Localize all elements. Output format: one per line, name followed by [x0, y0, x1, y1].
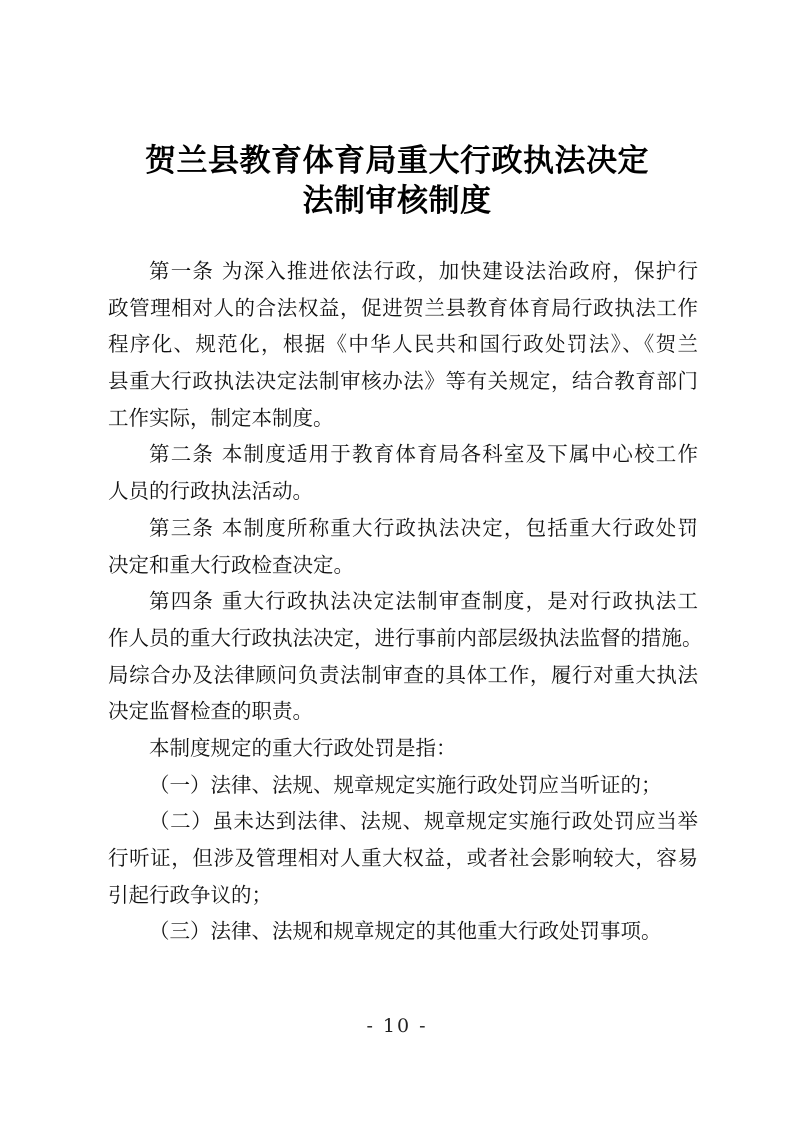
article-4-line: 局综合办及法律顾问负责法制审查的具体工作，履行对重大执法 — [108, 662, 698, 687]
item-1-line: （一）法律、法规、规章规定实施行政处罚应当听证的； — [149, 772, 662, 797]
article-4-line: 决定监督检查的职责。 — [108, 699, 313, 724]
article-1-line: 程序化、规范化，根据《中华人民共和国行政处罚法》、《贺兰 — [108, 332, 698, 357]
article-1-line: 第一条 为深入推进依法行政，加快建设法治政府，保护行 — [149, 259, 698, 283]
item-2-line: 行听证，但涉及管理相对人重大权益，或者社会影响较大，容易 — [108, 846, 698, 870]
item-2-line: 引起行政争议的； — [108, 882, 272, 907]
article-4-line: 作人员的重大行政执法决定，进行事前内部层级执法监督的措施。 — [108, 625, 703, 650]
page-number: - 10 - — [366, 1015, 428, 1037]
article-1-line: 县重大行政执法决定法制审核办法》等有关规定，结合教育部门 — [108, 369, 698, 394]
definition-intro-line: 本制度规定的重大行政处罚是指： — [149, 735, 457, 760]
article-1-line: 政管理相对人的合法权益，促进贺兰县教育体育局行政执法工作 — [108, 295, 698, 320]
article-4-line: 第四条 重大行政执法决定法制审查制度，是对行政执法工 — [149, 589, 698, 614]
article-3-line: 第三条 本制度所称重大行政执法决定，包括重大行政处罚 — [149, 515, 698, 540]
document-title-line-1: 贺兰县教育体育局重大行政执法决定 — [145, 143, 649, 179]
document-body — [108, 253, 703, 950]
article-3-line: 决定和重大行政检查决定。 — [108, 552, 354, 577]
article-1-line: 工作实际，制定本制度。 — [108, 405, 334, 430]
article-2-line: 第二条 本制度适用于教育体育局各科室及下属中心校工作 — [149, 442, 698, 467]
item-2-line: （二）虽未达到法律、法规、规章规定实施行政处罚应当举 — [149, 809, 698, 834]
item-3-line: （三）法律、法规和规章规定的其他重大行政处罚事项。 — [149, 919, 662, 944]
article-2-line: 人员的行政执法活动。 — [108, 479, 313, 504]
document-title-line-2: 法制审核制度 — [302, 183, 492, 219]
